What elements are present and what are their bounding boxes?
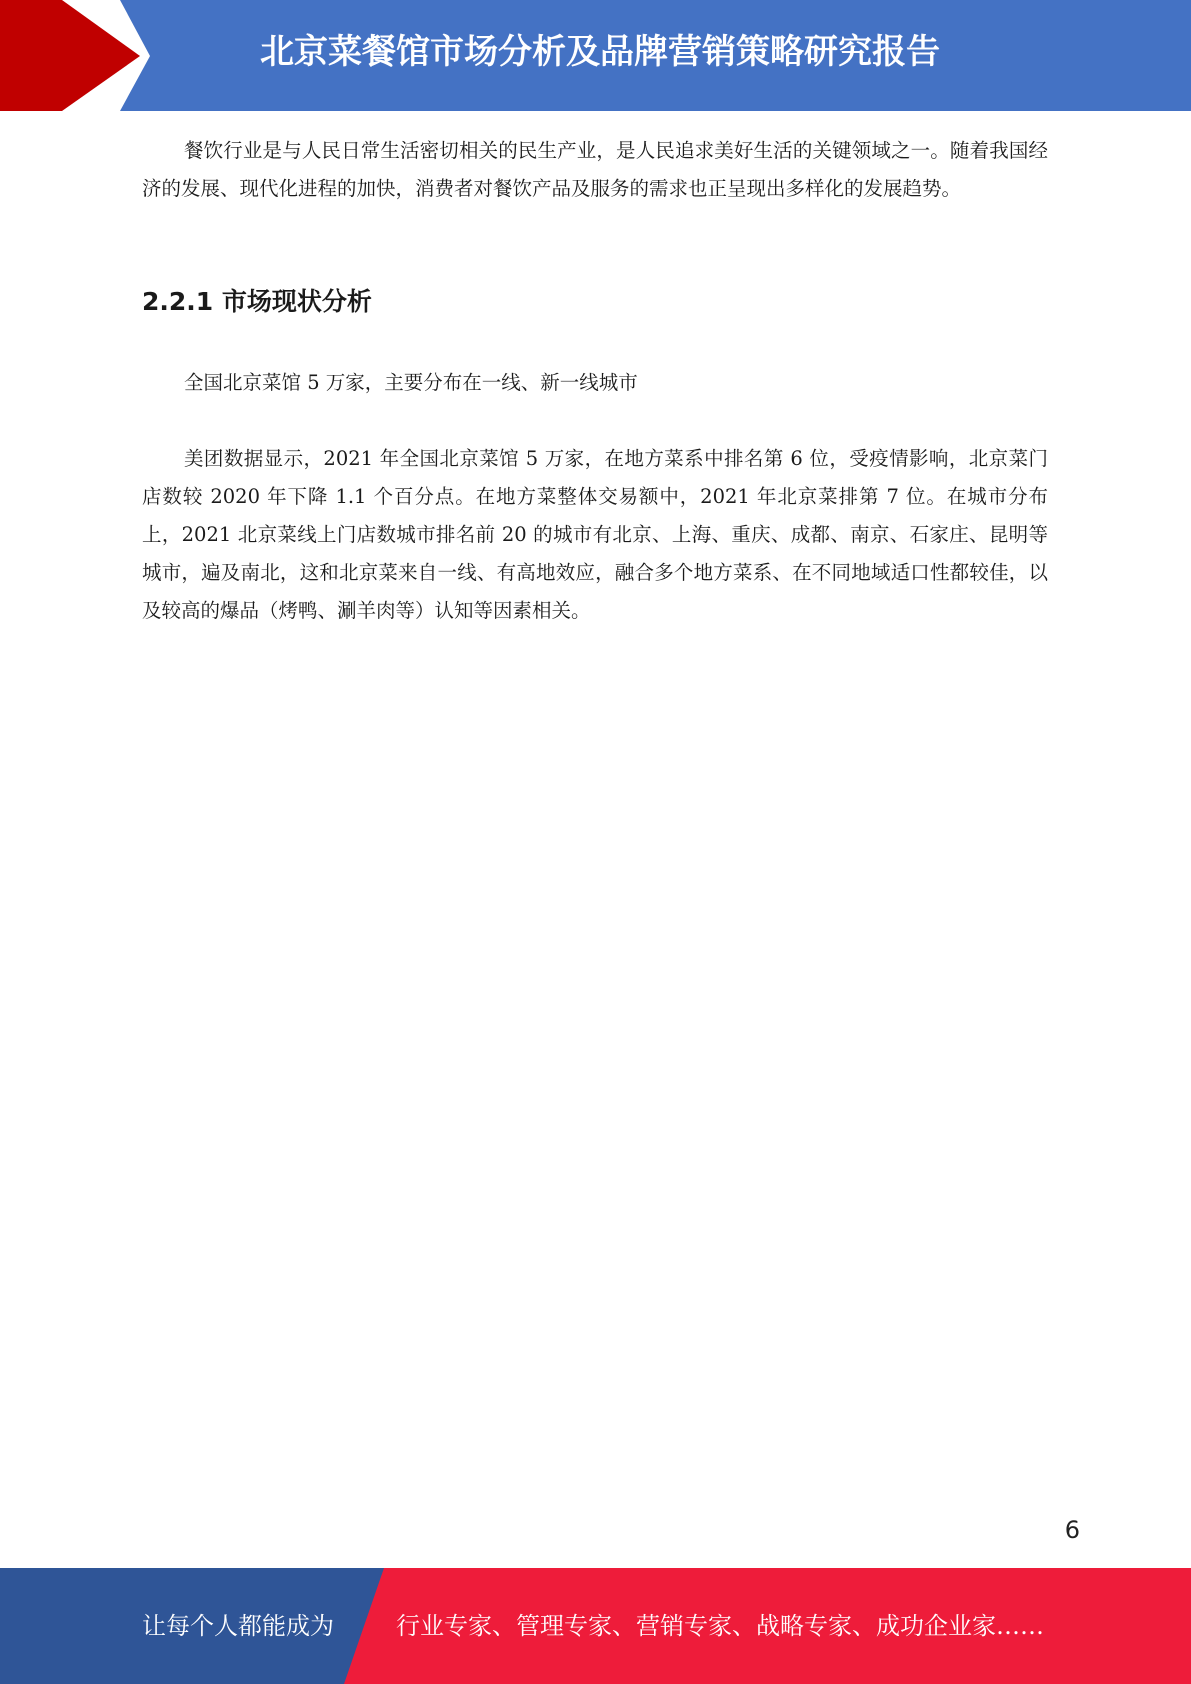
summary-paragraph: 全国北京菜馆 5 万家，主要分布在一线、新一线城市 xyxy=(184,371,638,394)
document-title: 北京菜餐馆市场分析及品牌营销策略研究报告 xyxy=(260,32,940,72)
footer-slogan-left: 让每个人都能成为 xyxy=(142,1612,334,1640)
detail-paragraph: 美团数据显示，2021 年全国北京菜馆 5 万家，在地方菜系中排名第 6 位，受疫情影响，北京菜门店数较 2020 年下降 1.1 个百分点。在地方菜整体交易额中，2021 年北京菜排第 7 位。在城市分布上，2021 北京菜线上门店数城市排名前 20 的城市有北京、上海、重庆、成都、南京、石家庄、昆明等城市，遍及南北，这和北京菜来自一线、有高地效应，融合多个地方菜系、在不同地域适口性都较佳，以及较高的爆品（烤鸭、涮羊肉等）认知等因素相关。 xyxy=(142,447,1048,622)
header-banner xyxy=(0,0,1191,111)
section-heading: 2.2.1 市场现状分析 xyxy=(142,287,372,316)
page-number: 6 xyxy=(1064,1516,1080,1544)
footer-banner xyxy=(0,1568,1191,1684)
footer-slogan-right: 行业专家、管理专家、营销专家、战略专家、成功企业家…… xyxy=(396,1612,1044,1640)
intro-paragraph: 餐饮行业是与人民日常生活密切相关的民生产业，是人民追求美好生活的关键领域之一。随着我国经济的发展、现代化进程的加快，消费者对餐饮产品及服务的需求也正呈现出多样化的发展趋势。 xyxy=(142,139,1048,200)
